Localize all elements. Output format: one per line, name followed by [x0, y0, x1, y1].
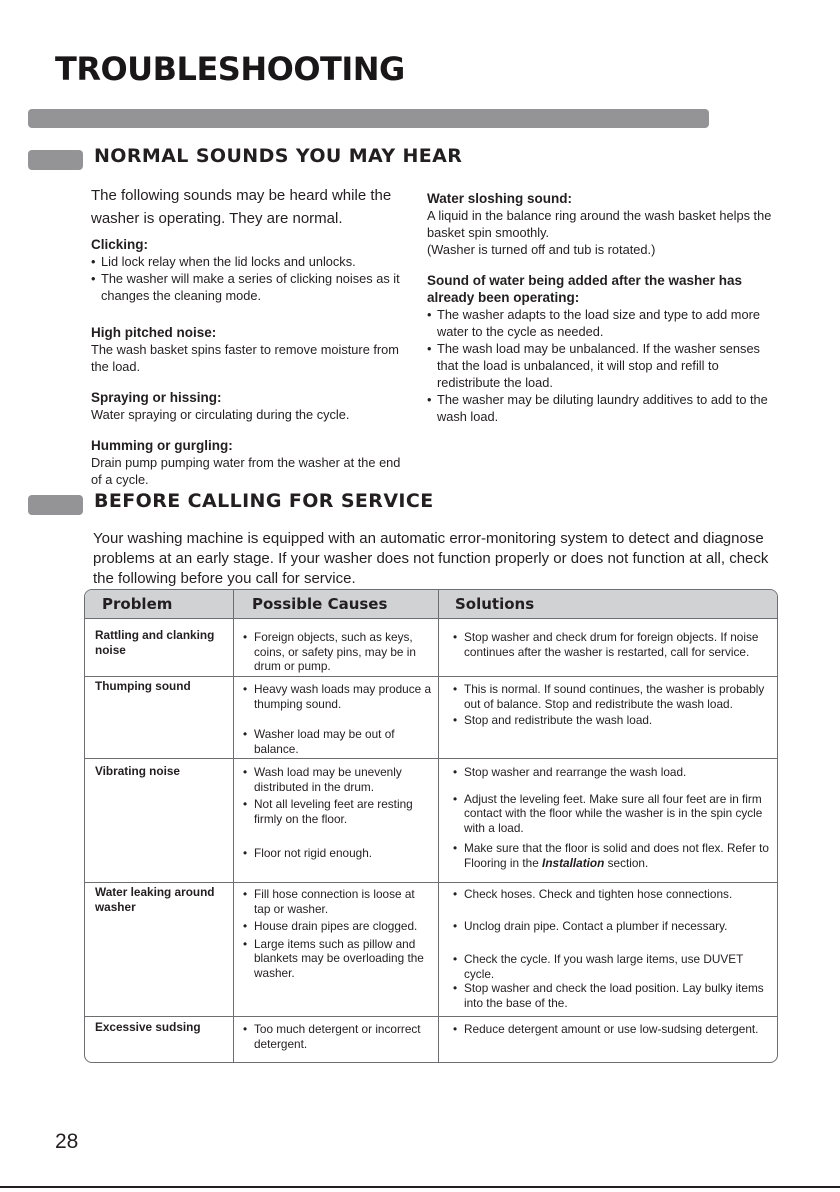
row-divider: [85, 882, 777, 883]
water-added-item: • The wash load may be unbalanced. If the washer senses that the load is unbalanced, it will stop and refill to redistribute the load.: [427, 340, 772, 391]
solution-item: • This is normal. If sound continues, the washer is probably out of balance. Stop and redistribute the wash load.: [452, 682, 770, 711]
table-row-causes: [242, 887, 432, 980]
high-pitched-title: High pitched noise:: [91, 325, 217, 340]
installation-emphasis: Installation: [542, 855, 605, 870]
table-row-problem: [95, 885, 225, 914]
solution-text: section.: [607, 855, 649, 870]
section-heading-normal-sounds: NORMAL SOUNDS YOU MAY HEAR: [94, 145, 463, 167]
cause-item: • Fill hose connection is loose at tap or washer.: [242, 887, 432, 916]
sounds-left-column: [91, 236, 411, 488]
water-added-list: [427, 306, 772, 425]
table-row-problem: [95, 1020, 225, 1035]
solution-text: Make sure that the floor is solid and does not flex. Refer to Flooring in the: [464, 841, 769, 870]
spraying-title: Spraying or hissing:: [91, 390, 222, 405]
solution-item: • Stop and redistribute the wash load.: [452, 713, 770, 728]
solution-item: • Adjust the leveling feet. Make sure all four feet are in firm contact with the floor while the washer is in the spin cycle with a load.: [452, 792, 770, 836]
solution-item: • Stop washer and check the load position. Lay bulky items into the base of the.: [452, 981, 770, 1010]
sounds-right-column: [427, 190, 772, 425]
cause-item: • House drain pipes are clogged.: [242, 919, 432, 934]
page-title: TROUBLESHOOTING: [55, 50, 405, 88]
row-divider: [85, 618, 777, 619]
cause-item: • Heavy wash loads may produce a thumping sound.: [242, 682, 432, 711]
clicking-title: Clicking:: [91, 237, 149, 252]
humming-text: Drain pump pumping water from the washer at the end of a cycle.: [91, 455, 401, 487]
cause-item: • Floor not rigid enough.: [242, 846, 432, 861]
footer-rule: [0, 1186, 840, 1188]
water-added-item: • The washer may be diluting laundry additives to add to the wash load.: [427, 391, 772, 425]
water-added-title: Sound of water being added after the washer has already been operating:: [427, 273, 743, 305]
spraying-text: Water spraying or circulating during the cycle.: [91, 407, 350, 422]
humming-title: Humming or gurgling:: [91, 438, 233, 453]
high-pitched-text: The wash basket spins faster to remove moisture from the load.: [91, 342, 399, 374]
sloshing-text: A liquid in the balance ring around the wash basket helps the basket spin smoothly.: [427, 208, 772, 240]
solution-item: • Check the cycle. If you wash large items, use DUVET cycle.: [452, 952, 770, 981]
solution-item: • Stop washer and rearrange the wash load.: [452, 765, 770, 780]
title-divider-bar: [28, 109, 709, 128]
table-row-causes: [242, 682, 432, 756]
cause-item: • Foreign objects, such as keys, coins, or safety pins, may be in drum or pump.: [242, 630, 432, 674]
table-row-solutions: [452, 630, 770, 659]
header-solutions: Solutions: [455, 595, 535, 613]
cause-item: • Too much detergent or incorrect detergent.: [242, 1022, 432, 1051]
section-marker-normal-sounds: [28, 150, 83, 170]
row-divider: [85, 758, 777, 759]
row-divider: [85, 676, 777, 677]
water-added-item: • The washer adapts to the load size and type to add more water to the cycle as needed.: [427, 306, 772, 340]
header-possible-causes: Possible Causes: [252, 595, 388, 613]
solution-item: • Stop washer and check drum for foreign objects. If noise continues after the washer is restarted, call for service.: [452, 630, 770, 659]
cause-item: • Washer load may be out of balance.: [242, 727, 432, 756]
problem-label: Thumping sound: [95, 679, 191, 693]
clicking-item: • The washer will make a series of clicking noises as it changes the cleaning mode.: [91, 270, 411, 304]
table-header-row: [85, 590, 777, 618]
problem-label: Excessive sudsing: [95, 1020, 201, 1034]
table-row-problem: [95, 679, 225, 694]
table-row-problem: [95, 764, 225, 779]
table-row-solutions: [452, 765, 770, 870]
solution-item: • Reduce detergent amount or use low-sudsing detergent.: [452, 1022, 770, 1037]
clicking-list: [91, 253, 411, 304]
sloshing-title: Water sloshing sound:: [427, 191, 572, 206]
table-row-causes: [242, 630, 432, 674]
sloshing-note: (Washer is turned off and tub is rotated.): [427, 242, 656, 257]
clicking-item: • Lid lock relay when the lid locks and unlocks.: [91, 253, 411, 270]
cause-item: • Not all leveling feet are resting firmly on the floor.: [242, 797, 432, 826]
page-number: 28: [55, 1130, 79, 1153]
problem-label: Water leaking around washer: [95, 885, 215, 914]
header-problem: Problem: [102, 595, 173, 613]
troubleshooting-table: [84, 589, 778, 1063]
table-row-solutions: [452, 682, 770, 728]
service-intro: Your washing machine is equipped with an automatic error-monitoring system to detect and diagnose problems at an early stage. If your washer does not function properly or does not function at all, check the following before you call for service.: [93, 530, 769, 587]
cause-item: • Wash load may be unevenly distributed in the drum.: [242, 765, 432, 794]
table-row-causes: [242, 1022, 432, 1051]
solution-item: • Check hoses. Check and tighten hose connections.: [452, 887, 770, 902]
row-divider: [85, 1016, 777, 1017]
normal-sounds-intro: The following sounds may be heard while the washer is operating. They are normal.: [91, 187, 392, 227]
problem-label: Vibrating noise: [95, 764, 180, 778]
solution-item: [452, 841, 770, 870]
table-row-causes: [242, 765, 432, 861]
table-row-solutions: [452, 887, 770, 1010]
problem-label: Rattling and clanking noise: [95, 628, 215, 657]
cause-item: • Large items such as pillow and blankets may be overloading the washer.: [242, 937, 432, 981]
solution-item: • Unclog drain pipe. Contact a plumber if necessary.: [452, 919, 770, 934]
table-row-problem: [95, 628, 225, 657]
section-marker-service: [28, 495, 83, 515]
column-divider: [233, 590, 234, 1062]
column-divider: [438, 590, 439, 1062]
table-row-solutions: [452, 1022, 770, 1037]
section-heading-service: BEFORE CALLING FOR SERVICE: [94, 490, 434, 512]
